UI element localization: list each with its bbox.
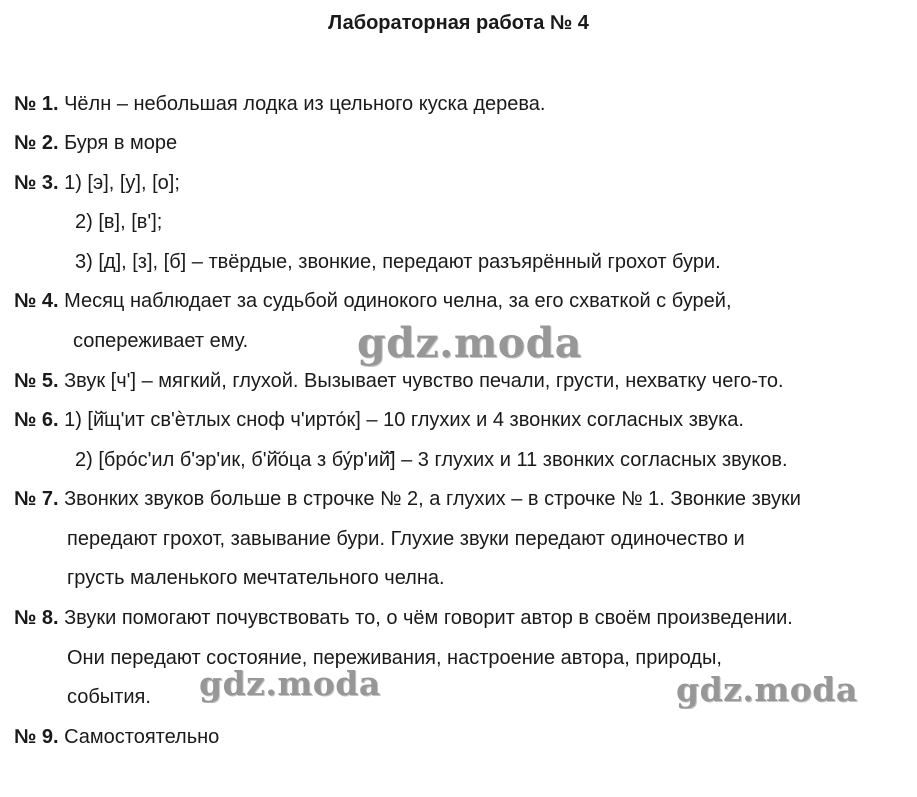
answer-line-6 [14,408,744,432]
answer-number: № 8. [14,607,59,629]
answer-line-8-2 [67,646,722,670]
answer-text: Буря в море [64,132,178,154]
answer-number: № 7. [14,488,59,510]
answer-text: Звонких звуков больше в строчке № 2, а глухих – в строчке № 1. Звонкие звуки [64,488,801,510]
answer-line-4-2 [73,329,248,353]
answer-line-3-2 [75,210,162,234]
page-title: Лабораторная работа № 4 [328,12,589,34]
answer-line-5 [14,369,784,393]
answer-line-8-3 [67,685,151,709]
watermark-center: gdz.moda [357,319,582,367]
answer-text: 2) [бро́с'ил б'эр'ик, б'й̆о́ца з бу́р'ий̆] – 3 глухих и 11 звонких согласных звуков. [75,449,788,471]
answer-text: Звуки помогают почувствовать то, о чём говорит автор в своём произведении. [64,607,793,629]
answer-line-3 [14,171,180,195]
answer-text: Звук [ч'] – мягкий, глухой. Вызывает чувство печали, грусти, нехватку чего-то. [64,370,784,392]
answer-text: 1) [й̆щ'ит св'ѐтлых сноф ч'ирто́к] – 10 глухих и 4 звонких согласных звука. [64,409,744,431]
answer-line-9 [14,725,219,749]
answer-line-7-2 [67,527,745,551]
answer-number: № 3. [14,172,59,194]
answer-line-7 [14,487,801,511]
answer-line-6-2 [75,448,788,472]
answer-line-8 [14,606,793,630]
answer-number: № 6. [14,409,59,431]
answer-text: Они передают состояние, переживания, настроение автора, природы, [67,647,722,669]
answer-text: события. [67,686,151,708]
answer-text: 3) [д], [з], [б] – твёрдые, звонкие, передают разъярённый грохот бури. [75,251,721,273]
answer-text: Самостоятельно [64,726,220,748]
answer-text: передают грохот, завывание бури. Глухие звуки передают одиночество и [67,528,745,550]
answer-line-1 [14,92,545,116]
answer-text: 1) [э], [у], [о]; [64,172,180,194]
answer-text: 2) [в], [в']; [75,211,163,233]
watermark-right: gdz.moda [676,670,858,709]
answer-line-2 [14,131,177,155]
answer-line-3-3 [75,250,721,274]
answer-text: сопереживает ему. [73,330,249,352]
watermark-left: gdz.moda [199,664,381,703]
answer-number: № 1. [14,93,59,115]
answer-number: № 5. [14,370,59,392]
answer-line-7-3 [67,566,445,590]
answer-text: грусть маленького мечтательного челна. [67,567,445,589]
answer-text: Месяц наблюдает за судьбой одинокого челна, за его схваткой с бурей, [64,290,732,312]
answer-number: № 2. [14,132,59,154]
answer-line-4 [14,289,732,313]
answer-text: Чёлн – небольшая лодка из цельного куска дерева. [64,93,546,115]
answer-number: № 4. [14,290,59,312]
answer-number: № 9. [14,726,59,748]
